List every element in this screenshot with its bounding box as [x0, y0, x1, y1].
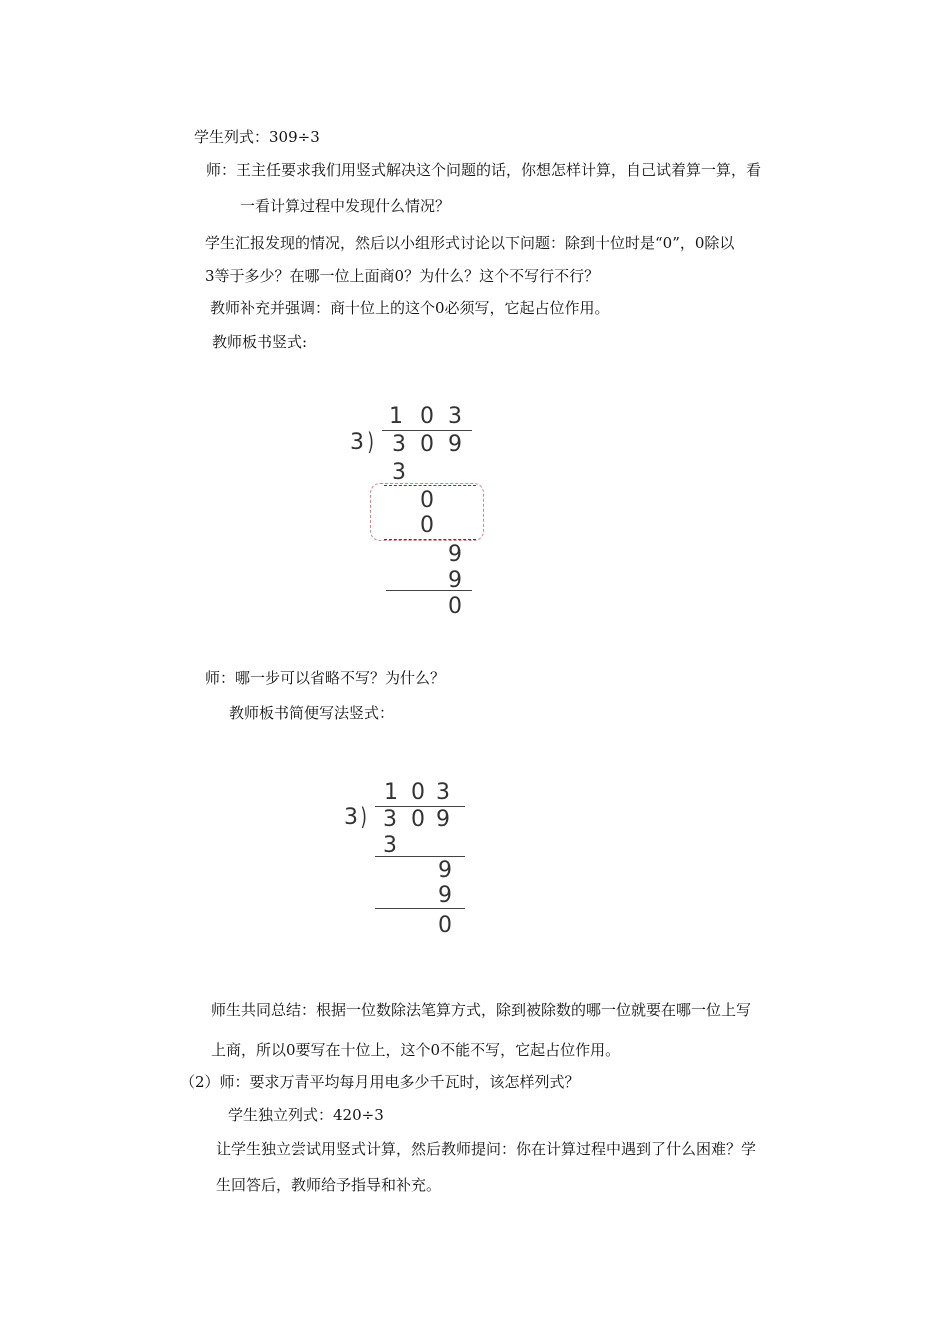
dividend-digit: 3 [392, 432, 406, 457]
step-digit: 9 [438, 858, 452, 883]
step-digit: 0 [420, 488, 434, 513]
text-line-3: 一看计算过程中发现什么情况？ [240, 197, 451, 215]
dividend-digit: 3 [383, 807, 397, 832]
text-line-9: 教师板书简便写法竖式： [229, 704, 395, 722]
remainder-digit: 0 [448, 594, 462, 619]
step-digit: 0 [420, 513, 434, 538]
step-digit: 9 [438, 883, 452, 908]
remainder-digit: 0 [438, 913, 452, 938]
dividend-digit: 9 [448, 432, 462, 457]
division-bar [382, 430, 472, 431]
dividend-digit: 0 [420, 432, 434, 457]
text-line-10: 师生共同总结：根据一位数除法笔算方式，除到被除数的哪一位就要在哪一位上写 [211, 1001, 752, 1019]
quotient-digit: 0 [420, 404, 434, 429]
text-line-4: 学生汇报发现的情况，然后以小组形式讨论以下问题：除到十位时是“0”，0除以 [205, 234, 735, 252]
text-line-2: 师：王主任要求我们用竖式解决这个问题的话，你想怎样计算，自己试着算一算，看 [206, 161, 762, 179]
quotient-digit: 3 [436, 780, 450, 805]
text-line-11: 上商，所以0要写在十位上，这个0不能不写，它起占位作用。 [211, 1041, 621, 1059]
divisor: 3 [344, 805, 358, 830]
step-digit: 3 [392, 460, 406, 485]
text-line-13: 学生独立列式：420÷3 [228, 1106, 384, 1124]
long-division-simplified [330, 778, 490, 943]
step-digit: 9 [448, 542, 462, 567]
long-division-full [340, 400, 500, 625]
text-line-15: 生回答后，教师给予指导和补充。 [216, 1176, 442, 1194]
step-line [375, 908, 465, 909]
dividend-digit: 9 [436, 807, 450, 832]
step-digit: 9 [448, 568, 462, 593]
text-line-7: 教师板书竖式: [212, 333, 308, 351]
text-line-12: （2）师：要求万青平均每月用电多少千瓦时，该怎样列式？ [180, 1073, 580, 1091]
division-bracket: ) [367, 428, 374, 456]
text-line-6: 教师补充并强调：商十位上的这个0必须写，它起占位作用。 [210, 299, 610, 317]
step-line [386, 590, 472, 591]
step-line [384, 539, 476, 540]
quotient-digit: 0 [411, 780, 425, 805]
step-line [375, 856, 465, 857]
text-line-14: 让学生独立尝试用竖式计算，然后教师提问：你在计算过程中遇到了什么困难？学 [216, 1140, 757, 1158]
text-line-8: 师：哪一步可以省略不写？为什么？ [205, 669, 446, 687]
quotient-digit: 1 [384, 780, 398, 805]
division-bracket: ) [360, 803, 367, 831]
divisor: 3 [350, 430, 364, 455]
text-line-5: 3等于多少？在哪一位上面商0？为什么？这个不写行不行？ [205, 267, 600, 285]
dividend-digit: 0 [411, 807, 425, 832]
quotient-digit: 1 [389, 404, 403, 429]
text-line-1: 学生列式：309÷3 [194, 128, 320, 146]
quotient-digit: 3 [448, 404, 462, 429]
step-digit: 3 [383, 833, 397, 858]
